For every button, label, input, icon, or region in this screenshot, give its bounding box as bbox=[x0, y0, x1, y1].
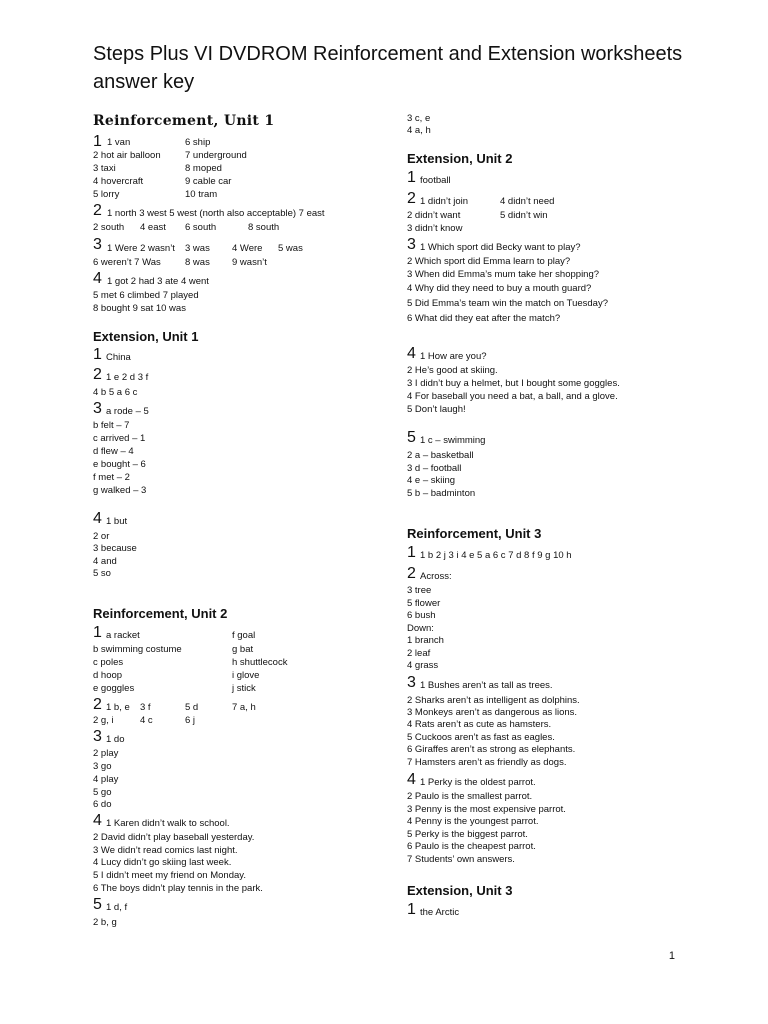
answer: 1 didn’t join bbox=[420, 196, 469, 207]
answer: 5 didn’t win bbox=[500, 210, 548, 221]
answer: 5 was bbox=[278, 243, 303, 254]
answer: 1 do bbox=[106, 734, 125, 745]
heading-reinforcement-unit-3: Reinforcement, Unit 3 bbox=[407, 526, 542, 541]
answer: 1 Perky is the oldest parrot. bbox=[420, 777, 536, 788]
answer: 3 Monkeys aren’t as dangerous as lions. bbox=[407, 707, 578, 718]
heading-reinforcement-unit-1: Reinforcement, Unit 1 bbox=[93, 113, 275, 129]
answer: the Arctic bbox=[420, 907, 460, 918]
exercise-number: 1 bbox=[407, 901, 416, 918]
answer: 2 Which sport did Emma learn to play? bbox=[407, 256, 571, 267]
exercise-number: 4 bbox=[93, 510, 102, 527]
answer: 4 Penny is the youngest parrot. bbox=[407, 816, 539, 827]
exercise-number: 4 bbox=[407, 345, 416, 362]
answer: 5 flower bbox=[407, 598, 441, 609]
answer: 3 d – football bbox=[407, 463, 462, 474]
answer: 2 g, i bbox=[93, 715, 114, 726]
answer: 4 east bbox=[140, 222, 166, 233]
answer: c poles bbox=[93, 657, 124, 668]
exercise-number: 1 bbox=[93, 133, 102, 150]
exercise-3 bbox=[407, 674, 419, 692]
exercise-1 bbox=[407, 901, 419, 919]
answer: 4 For baseball you need a bat, a ball, and a glove. bbox=[407, 391, 618, 402]
answer: i glove bbox=[232, 670, 260, 681]
answer: 1 branch bbox=[407, 635, 444, 646]
answer: 6 weren’t 7 Was bbox=[93, 257, 161, 268]
exercise-number: 2 bbox=[407, 565, 416, 582]
exercise-3 bbox=[93, 236, 105, 254]
heading-extension-unit-2: Extension, Unit 2 bbox=[407, 151, 513, 166]
page-title: Steps Plus VI DVDROM Reinforcement and Extension worksheets answer key bbox=[93, 43, 683, 93]
answer: 4 Were bbox=[232, 243, 263, 254]
exercise-1 bbox=[407, 544, 419, 562]
answer: 6 Paulo is the cheapest parrot. bbox=[407, 841, 536, 852]
answer: 1 north 3 west 5 west (north also acceptable) 7 east bbox=[107, 208, 325, 219]
answer: d flew – 4 bbox=[93, 446, 134, 457]
answer: 5 b – badminton bbox=[407, 488, 476, 499]
answer: 2 leaf bbox=[407, 648, 431, 659]
page-number: 1 bbox=[668, 950, 675, 962]
answer: 6 south bbox=[185, 222, 217, 233]
heading-extension-unit-1: Extension, Unit 1 bbox=[93, 329, 199, 344]
exercise-2 bbox=[93, 366, 105, 384]
answer: 2 Paulo is the smallest parrot. bbox=[407, 791, 533, 802]
answer: 6 Giraffes aren’t as strong as elephants. bbox=[407, 744, 576, 755]
answer: 5 I didn’t meet my friend on Monday. bbox=[93, 870, 246, 881]
answer: 7 Hamsters aren’t as friendly as dogs. bbox=[407, 757, 567, 768]
answer: 2 David didn’t play baseball yesterday. bbox=[93, 832, 255, 843]
answer: 1 b, e bbox=[106, 702, 130, 713]
answer: 2 or bbox=[93, 531, 110, 542]
answer: j stick bbox=[232, 683, 256, 694]
answer: 4 b 5 a 6 c bbox=[93, 387, 138, 398]
exercise-number: 4 bbox=[93, 270, 102, 287]
answer: 2 Sharks aren’t as intelligent as dolphins. bbox=[407, 695, 580, 706]
exercise-3 bbox=[93, 400, 105, 418]
answer: f met – 2 bbox=[93, 472, 130, 483]
answer: 3 because bbox=[93, 543, 137, 554]
answer: 6 What did they eat after the match? bbox=[407, 313, 561, 324]
exercise-number: 2 bbox=[93, 696, 102, 713]
exercise-number: 3 bbox=[93, 236, 102, 253]
answer: 10 tram bbox=[185, 189, 218, 200]
answer: 1 b 2 j 3 i 4 e 5 a 6 c 7 d 8 f 9 g 10 h bbox=[420, 550, 572, 561]
answer: 1 van bbox=[107, 137, 131, 148]
answer: 3 We didn’t read comics last night. bbox=[93, 845, 238, 856]
exercise-4 bbox=[407, 345, 419, 363]
heading-extension-unit-3: Extension, Unit 3 bbox=[407, 883, 513, 898]
answer: 6 j bbox=[185, 715, 196, 726]
answer: 5 lorry bbox=[93, 189, 120, 200]
answer: 3 Penny is the most expensive parrot. bbox=[407, 804, 566, 815]
exercise-4 bbox=[93, 510, 105, 528]
answer: 3 When did Emma’s mum take her shopping? bbox=[407, 269, 600, 280]
answer: b felt – 7 bbox=[93, 420, 130, 431]
answer: 3 I didn’t buy a helmet, but I bought some goggles. bbox=[407, 378, 620, 389]
answer: 8 was bbox=[185, 257, 210, 268]
exercise-number: 4 bbox=[407, 771, 416, 788]
exercise-number: 5 bbox=[407, 429, 416, 446]
answer: 4 a, h bbox=[407, 125, 431, 136]
answer: 3 go bbox=[93, 761, 112, 772]
answer: 5 Perky is the biggest parrot. bbox=[407, 829, 528, 840]
exercise-number: 2 bbox=[93, 202, 102, 219]
answer: 4 e – skiing bbox=[407, 475, 456, 486]
answer: 4 c bbox=[140, 715, 153, 726]
answer: 6 The boys didn’t play tennis in the park. bbox=[93, 883, 263, 894]
answer: 4 and bbox=[93, 556, 117, 567]
answer: 9 cable car bbox=[185, 176, 232, 187]
exercise-1 bbox=[93, 346, 105, 364]
answer: 2 south bbox=[93, 222, 125, 233]
exercise-5 bbox=[407, 429, 419, 447]
answer: 2 b, g bbox=[93, 917, 117, 928]
exercise-1 bbox=[93, 624, 105, 642]
exercise-5 bbox=[93, 896, 105, 914]
exercise-number: 4 bbox=[93, 812, 102, 829]
exercise-4 bbox=[93, 812, 105, 830]
answer: 4 grass bbox=[407, 660, 439, 671]
answer: e goggles bbox=[93, 683, 135, 694]
answer: 3 didn’t know bbox=[407, 223, 463, 234]
answer: a rode – 5 bbox=[106, 406, 149, 417]
answer: football bbox=[420, 175, 451, 186]
answer: China bbox=[106, 352, 131, 363]
answer: 4 hovercraft bbox=[93, 176, 144, 187]
exercise-number: 3 bbox=[407, 236, 416, 253]
exercise-number: 3 bbox=[93, 728, 102, 745]
answer: 1 Karen didn’t walk to school. bbox=[106, 818, 230, 829]
answer: 4 Rats aren’t as cute as hamsters. bbox=[407, 719, 552, 730]
answer: 1 Bushes aren’t as tall as trees. bbox=[420, 680, 553, 691]
answer: 5 Cuckoos aren’t as fast as eagles. bbox=[407, 732, 555, 743]
answer: 6 ship bbox=[185, 137, 211, 148]
answer: 4 play bbox=[93, 774, 119, 785]
answer: h shuttlecock bbox=[232, 657, 288, 668]
answer: 3 c, e bbox=[407, 113, 431, 124]
answer: 2 He’s good at skiing. bbox=[407, 365, 498, 376]
exercise-1 bbox=[407, 169, 419, 187]
answer: 2 play bbox=[93, 748, 119, 759]
answer: 1 Which sport did Becky want to play? bbox=[420, 242, 581, 253]
answer: 4 didn’t need bbox=[500, 196, 555, 207]
answer: a racket bbox=[106, 630, 140, 641]
heading-reinforcement-unit-2: Reinforcement, Unit 2 bbox=[93, 606, 228, 621]
answer: 3 tree bbox=[407, 585, 432, 596]
exercise-2 bbox=[93, 202, 105, 220]
answer: 9 wasn’t bbox=[232, 257, 267, 268]
exercise-number: 1 bbox=[407, 544, 416, 561]
answer: 1 Were 2 wasn’t bbox=[107, 243, 175, 254]
answer: c arrived – 1 bbox=[93, 433, 146, 444]
exercise-number: 2 bbox=[93, 366, 102, 383]
answer: 7 Students’ own answers. bbox=[407, 854, 515, 865]
exercise-4 bbox=[407, 771, 419, 789]
answer: 2 didn’t want bbox=[407, 210, 461, 221]
answer: 5 d bbox=[185, 702, 199, 713]
answer: 8 bought 9 sat 10 was bbox=[93, 303, 186, 314]
exercise-2 bbox=[407, 565, 419, 583]
answer: 4 Lucy didn’t go skiing last week. bbox=[93, 857, 232, 868]
exercise-number: 3 bbox=[407, 674, 416, 691]
answer: 1 got 2 had 3 ate 4 went bbox=[107, 276, 209, 287]
answer: 1 e 2 d 3 f bbox=[106, 372, 149, 383]
answer: 8 south bbox=[248, 222, 280, 233]
answer: 5 so bbox=[93, 568, 111, 579]
exercise-2 bbox=[407, 190, 419, 208]
answer: 5 Did Emma’s team win the match on Tuesday? bbox=[407, 298, 609, 309]
exercise-number: 3 bbox=[93, 400, 102, 417]
exercise-number: 1 bbox=[93, 346, 102, 363]
answer: 5 go bbox=[93, 787, 112, 798]
answer: 7 a, h bbox=[232, 702, 256, 713]
exercise-3 bbox=[407, 236, 419, 254]
exercise-number: 5 bbox=[93, 896, 102, 913]
answer: Down: bbox=[407, 623, 434, 634]
answer: 1 How are you? bbox=[420, 351, 487, 362]
answer: 3 taxi bbox=[93, 163, 116, 174]
answer: e bought – 6 bbox=[93, 459, 146, 470]
answer: 1 c – swimming bbox=[420, 435, 486, 446]
exercise-number: 1 bbox=[93, 624, 102, 641]
answer: g bat bbox=[232, 644, 254, 655]
exercise-number: 2 bbox=[407, 190, 416, 207]
answer: 3 was bbox=[185, 243, 210, 254]
answer: 6 do bbox=[93, 799, 112, 810]
answer: 5 Don’t laugh! bbox=[407, 404, 466, 415]
answer: 4 Why did they need to buy a mouth guard? bbox=[407, 283, 592, 294]
answer: 6 bush bbox=[407, 610, 436, 621]
exercise-2 bbox=[93, 696, 105, 714]
answer: 2 hot air balloon bbox=[93, 150, 161, 161]
answer: 1 but bbox=[106, 516, 128, 527]
answer: g walked – 3 bbox=[93, 485, 147, 496]
answer: d hoop bbox=[93, 670, 123, 681]
answer: 7 underground bbox=[185, 150, 247, 161]
answer: b swimming costume bbox=[93, 644, 182, 655]
answer: 2 a – basketball bbox=[407, 450, 474, 461]
answer: 5 met 6 climbed 7 played bbox=[93, 290, 199, 301]
exercise-1 bbox=[93, 133, 105, 151]
answer: f goal bbox=[232, 630, 256, 641]
answer: 8 moped bbox=[185, 163, 222, 174]
exercise-4 bbox=[93, 270, 105, 288]
answer: 1 d, f bbox=[106, 902, 128, 913]
exercise-3 bbox=[93, 728, 105, 746]
exercise-number: 1 bbox=[407, 169, 416, 186]
answer: Across: bbox=[420, 571, 452, 582]
answer: 3 f bbox=[140, 702, 151, 713]
